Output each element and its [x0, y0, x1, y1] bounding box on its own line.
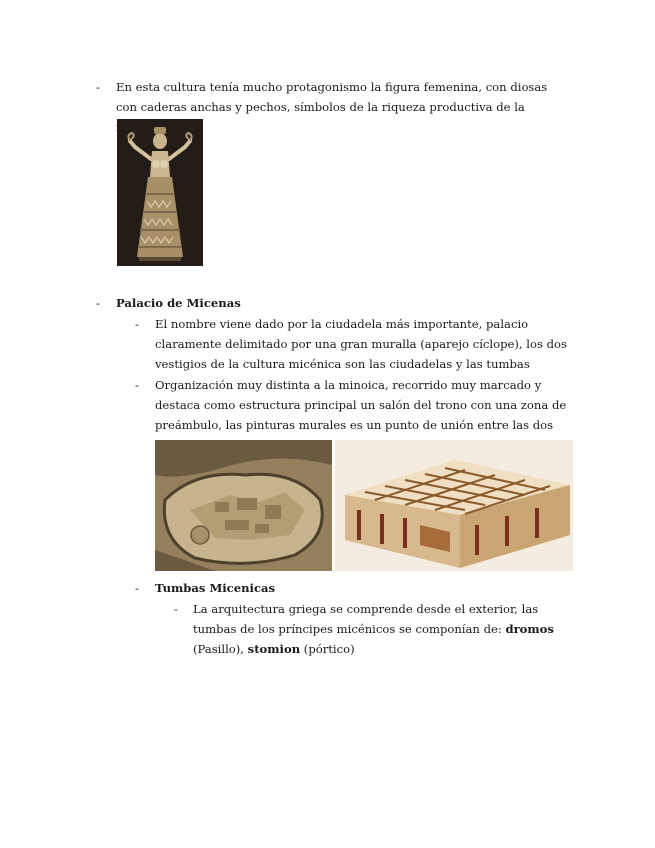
bullet-dash: -	[96, 80, 100, 94]
paragraph-snake-goddess: En esta cultura tenía mucho protagonismo la figura femenina, con diosas con caderas anchas y pechos, símbolos de la riqueza productiva de la	[116, 80, 548, 114]
text-segment: (pórtico)	[300, 642, 355, 656]
mycenae-aerial-image	[155, 440, 332, 571]
bullet-dash: -	[135, 317, 139, 331]
snake-goddess-image	[117, 119, 203, 266]
paragraph-tumbas	[193, 599, 583, 659]
bullet-dash: -	[135, 378, 139, 392]
paragraph-organizacion: Organización muy distinta a la minoica, recorrido muy marcado y destaca como estructura principal un salón del trono con una zona de preámbulo, las pinturas murales es un punto de unión entre las dos	[155, 378, 567, 432]
term-stomion: stomion	[247, 642, 301, 656]
text-segment: La arquitectura griega se comprende desde el exterior, las tumbas de los príncipes micénicos se componían de:	[193, 602, 539, 636]
bullet-dash: -	[135, 581, 139, 595]
heading-palacio-micenas: Palacio de Micenas	[116, 296, 241, 310]
palace-reconstruction-image	[335, 440, 573, 571]
text-segment: (Pasillo),	[193, 642, 248, 656]
heading-tumbas-micenicas: Tumbas Micenicas	[155, 581, 276, 595]
term-dromos: dromos	[505, 622, 554, 636]
bullet-dash: -	[96, 296, 100, 310]
paragraph-ciudadela: El nombre viene dado por la ciudadela más importante, palacio claramente delimitado por una gran muralla (aparejo cíclope), los dos vestigios de la cultura micénica son las ciudadelas y las tumbas	[155, 317, 567, 371]
bullet-dash: -	[174, 602, 178, 616]
